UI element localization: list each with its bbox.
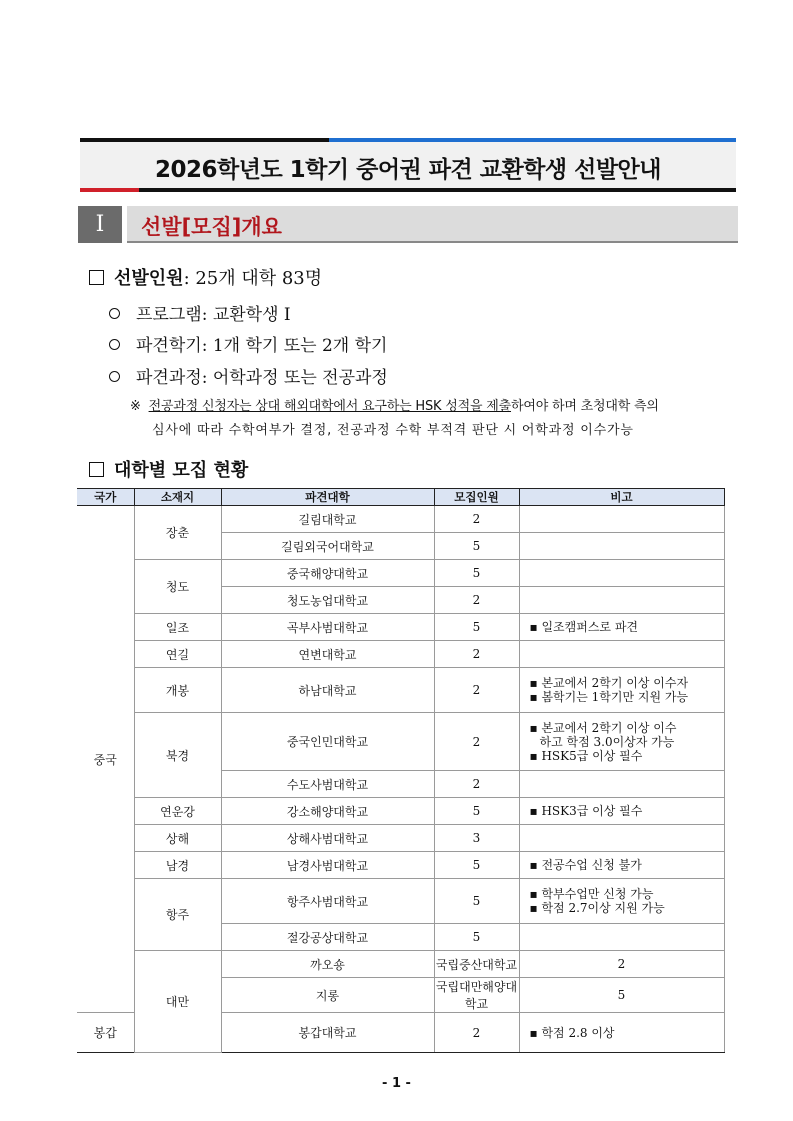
university-cell: 길림외국어대학교 (221, 533, 434, 560)
document-title: 2026학년도 1학기 중어권 파견 교환학생 선발안내 (155, 157, 661, 183)
country-cell: 대만 (134, 951, 221, 1053)
title-rule-blue (329, 138, 736, 142)
title-bottom-rule (80, 188, 736, 192)
university-cell: 수도사범대학교 (221, 771, 434, 798)
table-row (77, 879, 724, 924)
university-cell: 절강공상대학교 (221, 924, 434, 951)
table-row (77, 951, 724, 978)
table-row (77, 641, 724, 668)
university-cell: 항주사범대학교 (221, 879, 434, 924)
recruit-value: : 25개 대학 83명 (183, 268, 323, 289)
table-row (77, 713, 724, 771)
note-line: ▪ 본교에서 2학기 이상 이수 (529, 720, 677, 735)
note-cell (519, 825, 724, 852)
document-title-box (80, 138, 736, 192)
count-cell: 5 (519, 978, 724, 1013)
count-cell: 2 (434, 1013, 519, 1053)
section-title: 선발[모집]개요 (141, 215, 282, 239)
count-cell: 5 (434, 560, 519, 587)
city-cell: 남경 (134, 852, 221, 879)
note-cell: ▪ 학점 2.8 이상 (519, 1013, 724, 1053)
status-heading (89, 456, 248, 482)
course-line (109, 363, 388, 388)
title-rule-red (80, 188, 139, 192)
title-top-rule (80, 138, 736, 142)
note-line: 하고 학점 3.0이상자 가능 (539, 734, 675, 749)
note-cell (519, 560, 724, 587)
count-cell: 2 (519, 951, 724, 978)
note-cell (519, 713, 724, 771)
count-cell: 2 (434, 641, 519, 668)
university-cell: 중국해양대학교 (221, 560, 434, 587)
university-cell: 길림대학교 (221, 506, 434, 533)
note-line: ▪ 학부수업만 신청 가능 (529, 887, 654, 901)
note-line-2: 심사에 따라 수학여부가 결정, 전공과정 수학 부적격 판단 시 어학과정 이수가능 (152, 423, 634, 438)
page-number: - 1 - (382, 1076, 411, 1091)
course-text: 파견과정: 어학과정 또는 전공과정 (136, 368, 388, 388)
university-cell: 상해사범대학교 (221, 825, 434, 852)
city-cell: 일조 (134, 614, 221, 641)
note-line: ▪ HSK5급 이상 필수 (529, 748, 643, 763)
city-cell: 까오숑 (221, 951, 434, 978)
header-note: 비고 (519, 489, 724, 506)
checkbox-square-icon (89, 462, 104, 477)
note-cell (519, 641, 724, 668)
section-bar (127, 206, 738, 243)
table-row (77, 560, 724, 587)
note-line-1 (130, 395, 659, 414)
note-line: ▪ 본교에서 2학기 이상 이수자 (529, 676, 689, 690)
program-line (109, 300, 291, 325)
city-cell: 북경 (134, 713, 221, 798)
count-cell: 2 (434, 771, 519, 798)
city-cell: 개봉 (134, 668, 221, 713)
note-cell (519, 668, 724, 713)
city-cell: 봉갑 (77, 1013, 134, 1053)
circle-bullet-icon (109, 371, 120, 382)
count-cell: 5 (434, 533, 519, 560)
university-cell: 봉갑대학교 (221, 1013, 434, 1053)
semester-line (109, 331, 387, 356)
section-heading (78, 206, 738, 243)
note-cell (519, 587, 724, 614)
university-cell: 남경사범대학교 (221, 852, 434, 879)
header-country: 국가 (77, 489, 134, 506)
note-cell (519, 506, 724, 533)
university-cell: 하남대학교 (221, 668, 434, 713)
note-cell: ▪ HSK3급 이상 필수 (519, 798, 724, 825)
city-cell: 상해 (134, 825, 221, 852)
university-table (77, 488, 725, 1053)
recruit-line (89, 264, 322, 290)
university-cell: 국립중산대학교 (434, 951, 519, 978)
city-cell: 지롱 (221, 978, 434, 1013)
checkbox-square-icon (89, 270, 104, 285)
count-cell: 5 (434, 852, 519, 879)
semester-text: 파견학기: 1개 학기 또는 2개 학기 (136, 336, 388, 356)
table-row (77, 798, 724, 825)
circle-bullet-icon (109, 339, 120, 350)
count-cell: 2 (434, 506, 519, 533)
note-cell (519, 771, 724, 798)
recruit-label: 선발인원 (114, 268, 184, 289)
university-cell: 곡부사범대학교 (221, 614, 434, 641)
university-cell: 강소해양대학교 (221, 798, 434, 825)
city-cell: 장춘 (134, 506, 221, 560)
table-row (77, 614, 724, 641)
city-cell: 항주 (134, 879, 221, 951)
count-cell: 5 (434, 798, 519, 825)
circle-bullet-icon (109, 308, 120, 319)
count-cell: 2 (434, 587, 519, 614)
count-cell: 2 (434, 713, 519, 771)
university-cell: 중국인민대학교 (221, 713, 434, 771)
table-row (77, 825, 724, 852)
note-cell (519, 533, 724, 560)
note-mark: ※ (130, 399, 141, 414)
count-cell: 2 (434, 668, 519, 713)
city-cell: 연길 (134, 641, 221, 668)
country-cell: 중국 (77, 506, 134, 1013)
university-cell: 국립대만해양대학교 (434, 978, 519, 1013)
title-rule-black-bottom (139, 188, 736, 192)
program-text: 프로그램: 교환학생 Ⅰ (136, 305, 291, 325)
title-rule-black (80, 138, 329, 142)
count-cell: 5 (434, 614, 519, 641)
city-cell: 청도 (134, 560, 221, 614)
note-cell (519, 879, 724, 924)
note-cell (519, 924, 724, 951)
university-cell: 청도농업대학교 (221, 587, 434, 614)
note-rest: 하여야 하며 초청대학 측의 (511, 399, 659, 414)
count-cell: 3 (434, 825, 519, 852)
count-cell: 5 (434, 924, 519, 951)
note-line: ▪ 봄학기는 1학기만 지원 가능 (529, 690, 689, 704)
header-count: 모집인원 (434, 489, 519, 506)
table-row (77, 852, 724, 879)
header-city: 소재지 (134, 489, 221, 506)
city-cell: 연운강 (134, 798, 221, 825)
note-underlined: 전공과정 신청자는 상대 해외대학에서 요구하는 HSK 성적을 제출 (148, 399, 512, 414)
table-row (77, 506, 724, 533)
count-cell: 5 (434, 879, 519, 924)
university-cell: 연변대학교 (221, 641, 434, 668)
status-heading-text: 대학별 모집 현황 (114, 460, 249, 481)
header-university: 파견대학 (221, 489, 434, 506)
table-header-row (77, 489, 724, 506)
section-number: Ⅰ (78, 206, 122, 243)
table-row (77, 668, 724, 713)
note-cell: ▪ 일조캠퍼스로 파견 (519, 614, 724, 641)
note-line: ▪ 학점 2.7이상 지원 가능 (529, 901, 665, 915)
note-cell: ▪ 전공수업 신청 불가 (519, 852, 724, 879)
